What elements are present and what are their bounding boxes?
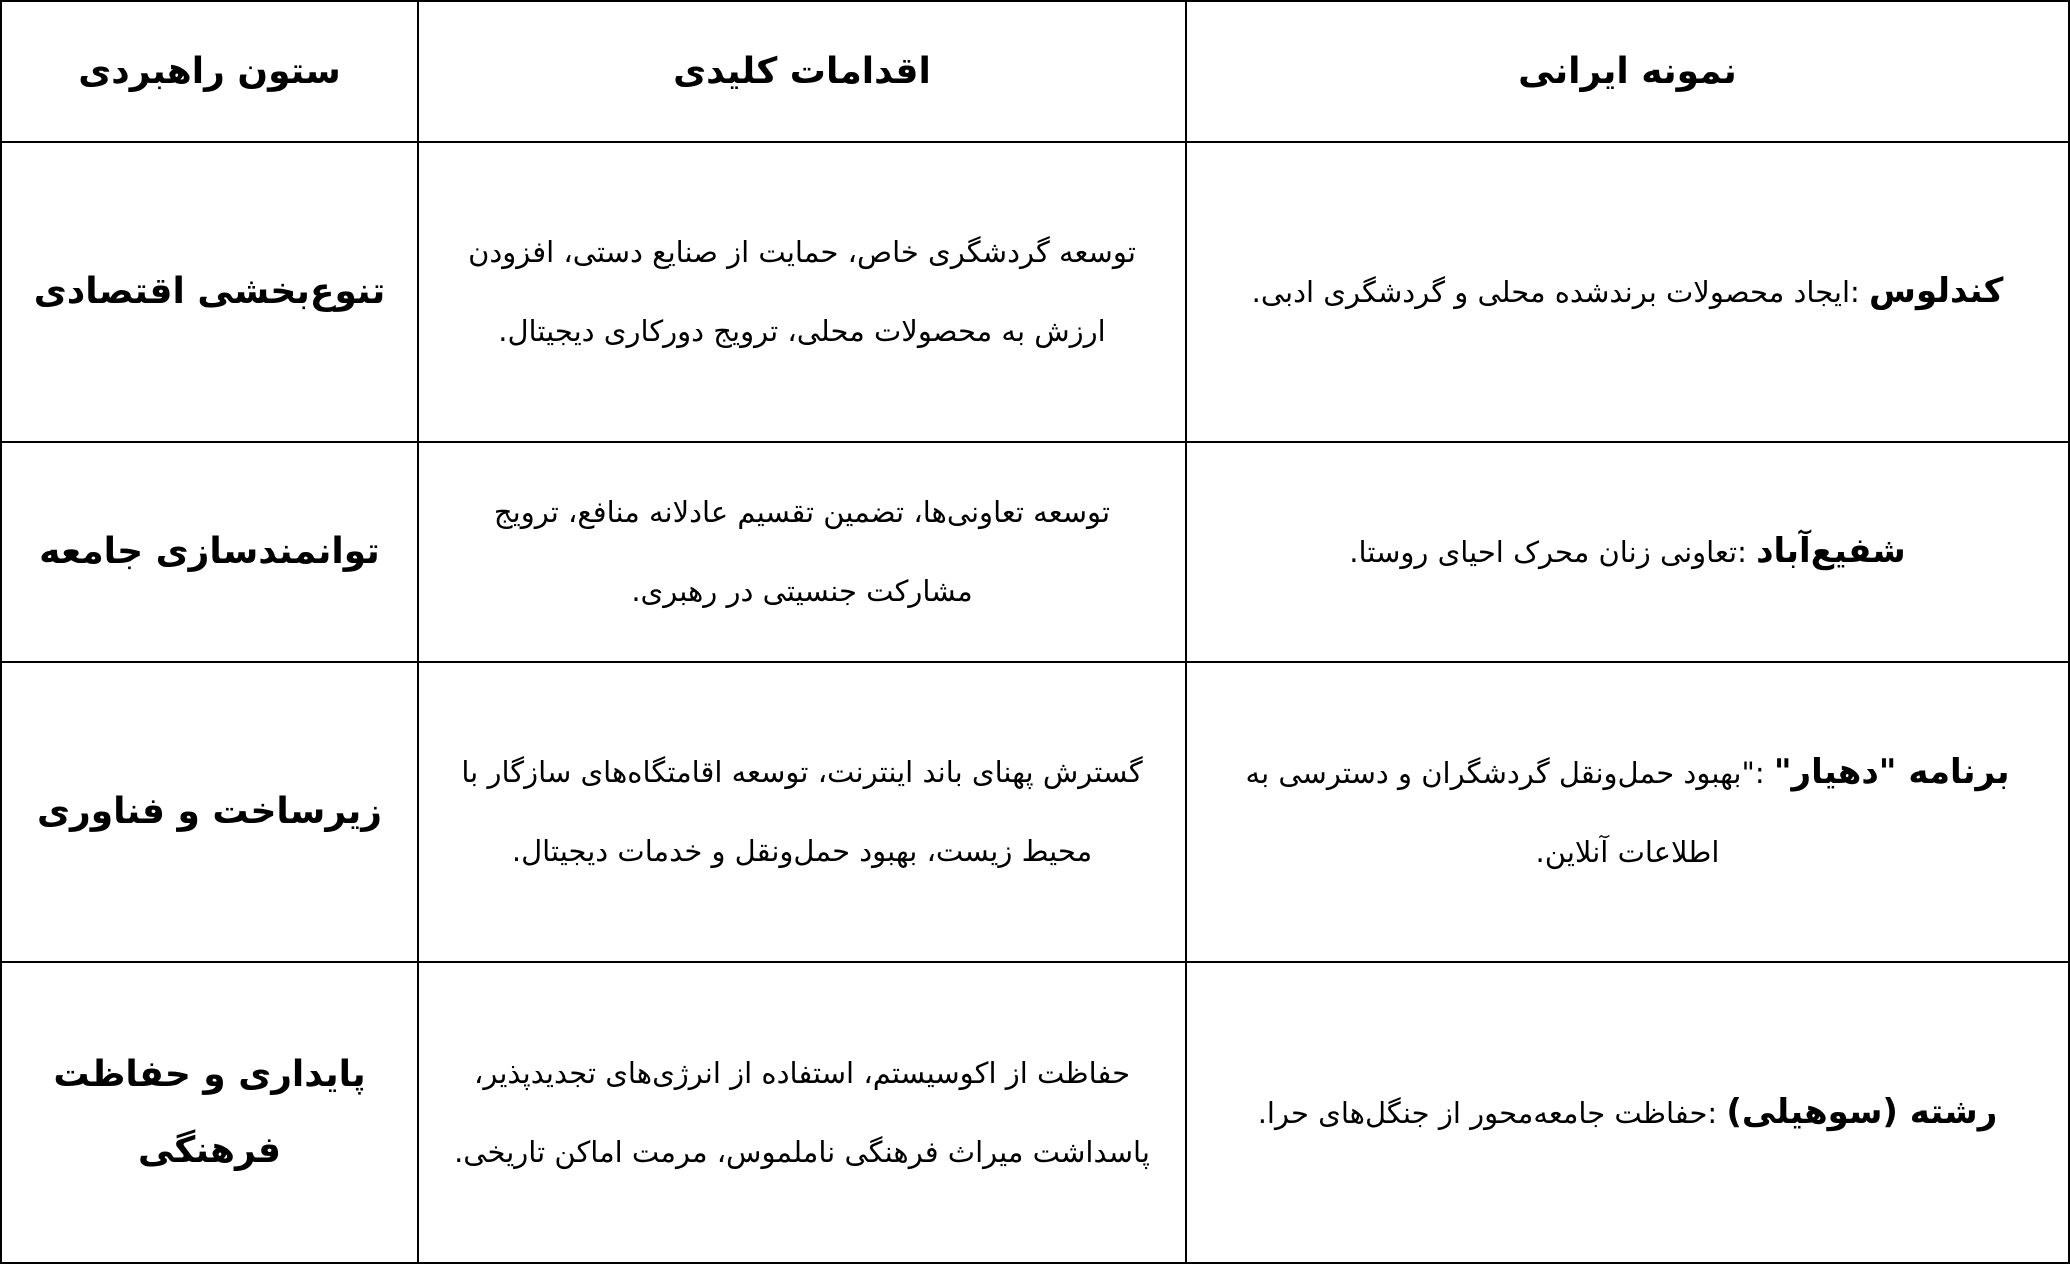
table-header-row (1, 1, 2069, 142)
example-cell (1186, 962, 2069, 1263)
table-row (1, 962, 2069, 1263)
example-name: برنامه "دهیار" (1773, 751, 2010, 792)
example-text: :"بهبود حمل‌ونقل گردشگران و دسترسی به اطلاعات آنلاین. (1245, 755, 1765, 869)
pillar-cell: تنوع‌بخشی اقتصادی (1, 142, 418, 442)
actions-cell: حفاظت از اکوسیستم، استفاده از انرژی‌های تجدیدپذیر، پاسداشت میراث فرهنگی ناملموس، مرمت اماکن تاریخی. (418, 962, 1186, 1263)
table-row (1, 442, 2069, 662)
pillar-cell: زیرساخت و فناوری (1, 662, 418, 962)
example-name: کندلوس (1869, 271, 2004, 311)
actions-cell: گسترش پهنای باند اینترنت، توسعه اقامتگاه‌های سازگار با محیط زیست، بهبود حمل‌ونقل و خدمات دیجیتال. (418, 662, 1186, 962)
example-text: :ایجاد محصولات برندشده محلی و گردشگری ادبی. (1251, 275, 1860, 309)
example-text: :تعاونی زنان محرک احیای روستا. (1349, 535, 1747, 569)
example-name: رشته (سوهیلی) (1726, 1091, 1998, 1132)
table-row (1, 142, 2069, 442)
example-cell (1186, 662, 2069, 962)
actions-cell: توسعه تعاونی‌ها، تضمین تقسیم عادلانه منافع، ترویج مشارکت جنسیتی در رهبری. (418, 442, 1186, 662)
example-text: :حفاظت جامعه‌محور از جنگل‌های حرا. (1257, 1095, 1718, 1130)
header-example: نمونه ایرانی (1186, 1, 2069, 142)
example-name: شفیع‌آباد (1756, 531, 1906, 571)
pillar-cell: توانمندسازی جامعه (1, 442, 418, 662)
example-cell (1186, 142, 2069, 442)
example-cell (1186, 442, 2069, 662)
pillar-cell: پایداری و حفاظت فرهنگی (1, 962, 418, 1263)
header-pillar: ستون راهبردی (1, 1, 418, 142)
table-row (1, 662, 2069, 962)
header-actions: اقدامات کلیدی (418, 1, 1186, 142)
actions-cell: توسعه گردشگری خاص، حمایت از صنایع دستی، افزودن ارزش به محصولات محلی، ترویج دورکاری دیجیتال. (418, 142, 1186, 442)
